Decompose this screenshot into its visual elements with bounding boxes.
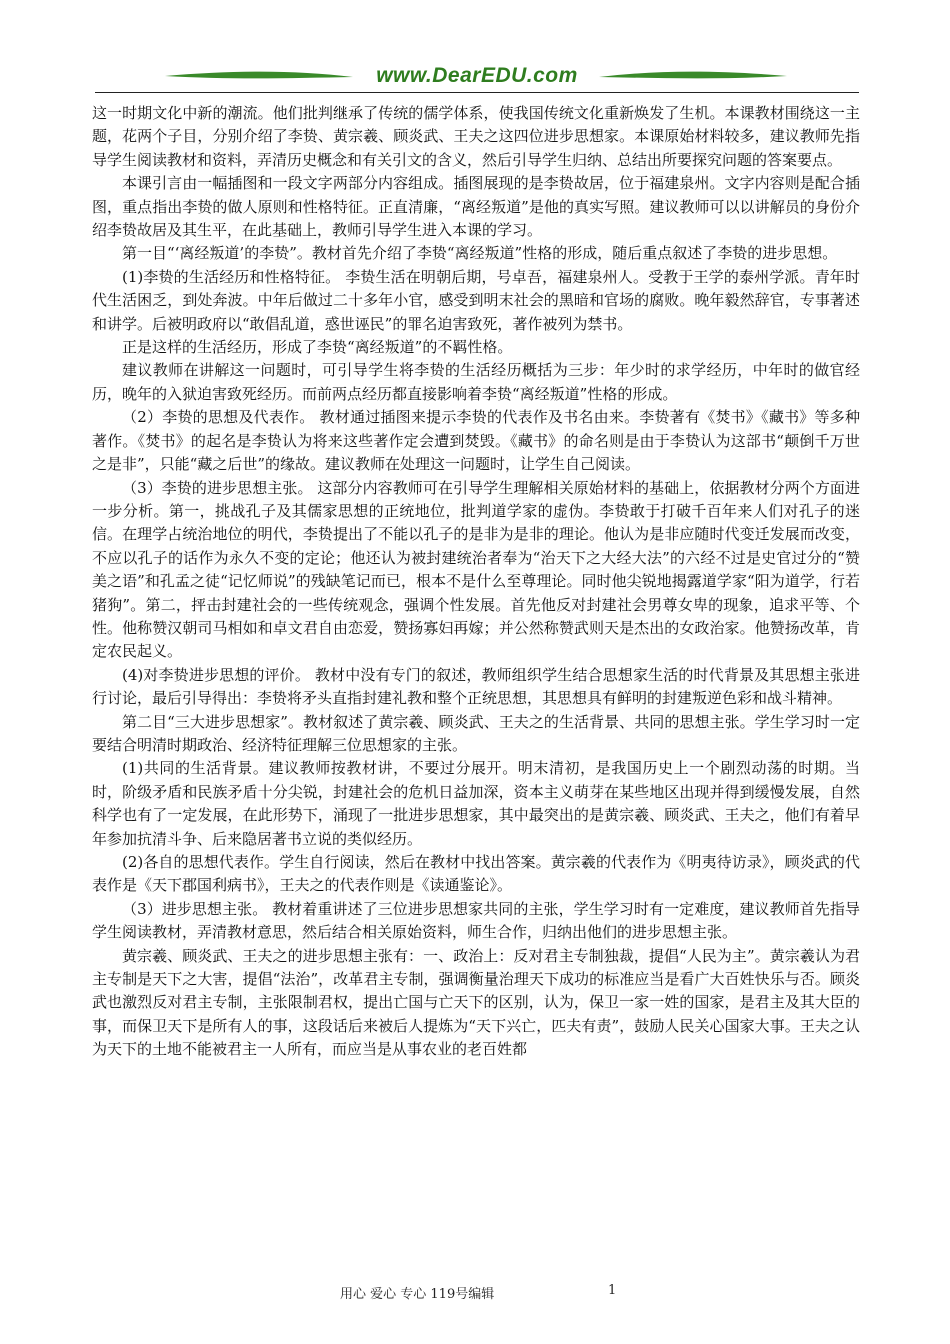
paragraph: (2)各自的思想代表作。学生自行阅读，然后在教材中找出答案。黄宗羲的代表作为《明夷待访录》，顾炎武的代表作是《天下郡国利病书》，王夫之的代表作则是《读通鉴论》。 [92, 853, 860, 895]
paragraph: （3）进步思想主张。 教材着重讲述了三位进步思想家共同的主张，学生学习时有一定难度，建议教师首先指导学生阅读教材，弄清教材意思，然后结合相关原始资料，师生合作，归纳出他们的进步思想主张。 [92, 899, 860, 942]
paragraph: 第二目“三大进步思想家”。教材叙述了黄宗羲、顾炎武、王夫之的生活背景、共同的思想主张。学生学习时一定要结合明清时期政治、经济特征理解三位思想家的主张。 [92, 712, 860, 754]
paragraph: 建议教师在讲解这一问题时，可引导学生将李贽的生活经历概括为三步：年少时的求学经历，中年时的做官经历，晚年的入狱迫害致死经历。而前两点经历都直接影响着李贽“离经叛道”性格的形成。 [92, 361, 860, 403]
site-logo-text[interactable]: www.DearEDU.com [376, 64, 578, 87]
paragraph: (1)李贽的生活经历和性格特征。 李贽生活在明朝后期，号卓吾，福建泉州人。受教于王学的泰州学派。青年时代生活困乏，到处奔波。中年后做过二十多年小官，感受到明末社会的黑暗和官场的腐败。晚年毅然辞官，专事著述和讲学。后被明政府以“敢倡乱道，惑世诬民”的罪名迫害致死，著作被列为禁书。 [92, 267, 860, 333]
paragraph: 正是这样的生活经历，形成了李贽“离经叛道”的不羁性格。 [122, 338, 513, 357]
paragraph: (1)共同的生活背景。建议教师按教材讲，不要过分展开。明末清初，是我国历史上一个剧烈动荡的时期。当时，阶级矛盾和民族矛盾十分尖锐，封建社会的危机日益加深，资本主义萌芽在某些地区出现并得到缓慢发展，自然科学也有了一定发展，在此形势下，涌现了一批进步思想家，其中最突出的是黄宗羲、顾炎武、王夫之，他们有着早年参加抗清斗争、后来隐居著书立说的类似经历。 [92, 759, 860, 848]
header-divider [95, 92, 859, 93]
paragraph: （3）李贽的进步思想主张。 这部分内容教师可在引导学生理解相关原始材料的基础上，依据教材分两个方面进一步分析。第一，挑战孔子及其儒家思想的正统地位，批判道学家的虚伪。李贽敢于打破千百年来人们对孔子的迷信。在理学占统治地位的明代，李贽提出了不能以孔子的是非为是非的理论。他认为是非应随时代变迁发展而改变，不应以孔子的话作为永久不变的定论；他还认为被封建统治者奉为“治天下之大经大法”的六经不过是史官过分的“赞美之语”和孔孟之徒“记忆师说”的残缺笔记而已，根本不是什么至尊理论。同时他尖锐地揭露道学家“阳为道学，行若猪狗”。第二，抨击封建社会的一些传统观念，强调个性发展。首先他反对封建社会男尊女卑的现象，追求平等、个性。他称赞汉朝司马相如和卓文君自由恋爱，赞扬寡妇再嫁；并公然称赞武则天是杰出的女政治家。他赞扬改革，肯定农民起义。 [92, 478, 860, 661]
page-number: 1 [608, 1283, 617, 1298]
paragraph: (4)对李贽进步思想的评价。 教材中没有专门的叙述，教师组织学生结合思想家生活的时代背景及其思想主张进行讨论，最后引导得出：李贽将矛头直指封建礼教和整个正统思想，其思想具有鲜明的封建叛逆色彩和战斗精神。 [92, 665, 860, 708]
document-body [92, 102, 860, 1062]
paragraph: （2）李贽的思想及代表作。 教材通过插图来提示李贽的代表作及书名由来。李贽著有《焚书》《藏书》等多种著作。《焚书》的起名是李贽认为将来这些著作定会遭到焚毁。《藏书》的命名则是由于李贽认为这部书“颠倒千万世之是非”，只能“藏之后世”的缘故。建议教师在处理这一问题时，让学生自己阅读。 [92, 408, 860, 474]
footer-editor-note: 用心 爱心 专心 119号编辑 [340, 1287, 495, 1302]
paragraph: 第一目“‘离经叛道’的李贽”。教材首先介绍了李贽“离经叛道”性格的形成，随后重点叙述了李贽的进步思想。 [122, 244, 838, 263]
site-header-banner [95, 58, 859, 94]
paragraph: 这一时期文化中新的潮流。他们批判继承了传统的儒学体系，使我国传统文化重新焕发了生机。本课教材围绕这一主题，花两个子目，分别介绍了李贽、黄宗羲、顾炎武、王夫之这四位进步思想家。本课原始材料较多，建议教师先指导学生阅读教材和资料，弄清历史概念和有关引文的含义，然后引导学生归纳、总结出所要探究问题的答案要点。 [92, 104, 860, 169]
paragraph: 黄宗羲、顾炎武、王夫之的进步思想主张有：一、政治上：反对君主专制独裁，提倡“人民为主”。黄宗羲认为君主专制是天下之大害，提倡“法治”，改革君主专制，强调衡量治理天下成功的标准应当是看广大百姓快乐与否。顾炎武也激烈反对君主专制，主张限制君权，提出亡国与亡天下的区别，认为，保卫一家一姓的国家，是君主及其大臣的事，而保卫天下是所有人的事，这段话后来被后人提炼为“天下兴亡，匹夫有责”，鼓励人民关心国家大事。王夫之认为天下的土地不能被君主一人所有，而应当是从事农业的老百姓都 [92, 946, 860, 1059]
paragraph: 本课引言由一幅插图和一段文字两部分内容组成。插图展现的是李贽故居，位于福建泉州。文字内容则是配合插图，重点指出李贽的做人原则和性格特征。正直清廉，“离经叛道”是他的真实写照。建议教师可以以讲解员的身份介绍李贽故居及其生平，在此基础上，教师引导学生进入本课的学习。 [92, 174, 860, 240]
